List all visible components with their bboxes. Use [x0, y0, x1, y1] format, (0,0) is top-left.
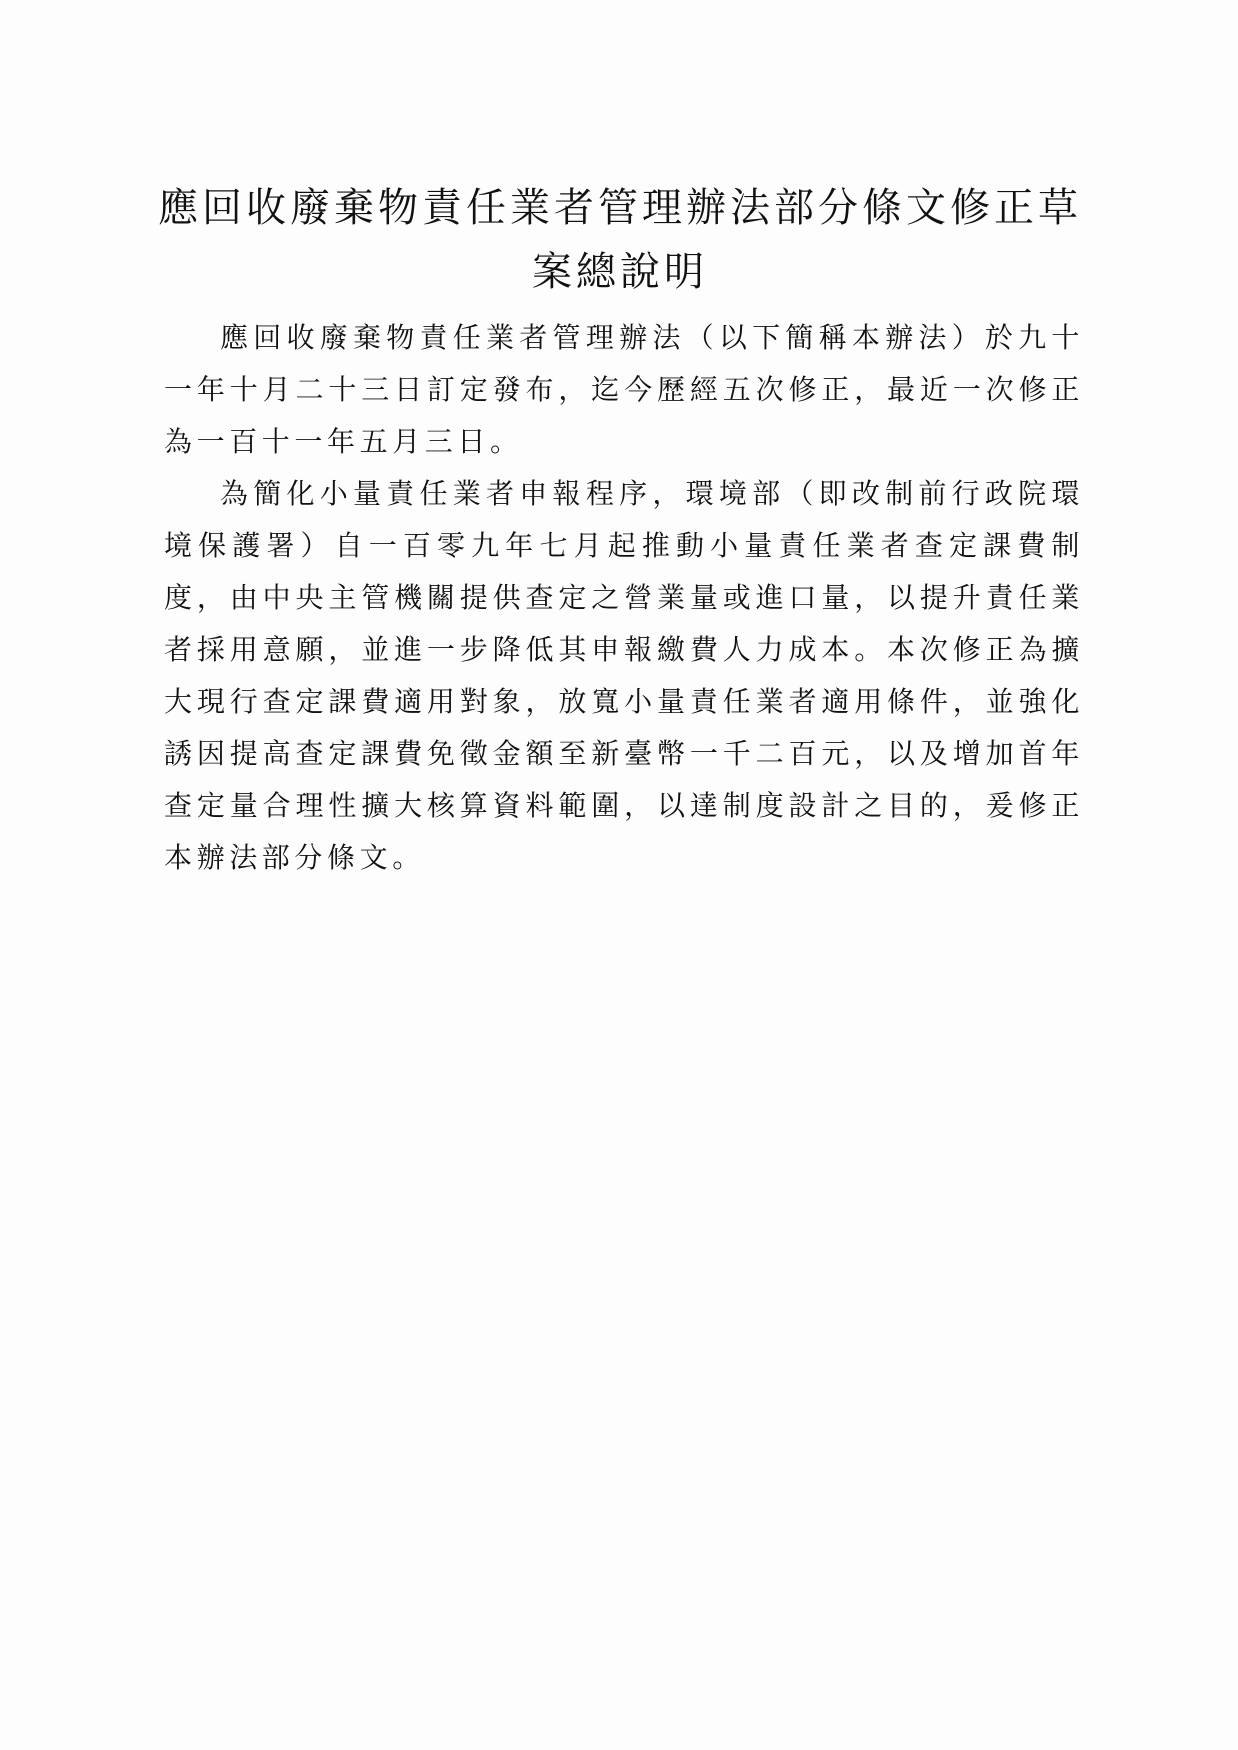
paragraph-purpose: 為簡化小量責任業者申報程序，環境部（即改制前行政院環境保護署）自一百零九年七月起推動小量責任業者查定課費制度，由中央主管機關提供查定之營業量或進口量，以提升責任業者採用意願，並進一步降低其申報繳費人力成本。本次修正為擴大現行查定課費適用對象，放寬小量責任業者適用條件，並強化誘因提高查定課費免徵金額至新臺幣一千二百元，以及增加首年查定量合理性擴大核算資料範圍，以達制度設計之目的，爰修正本辦法部分條文。	[164, 477, 1084, 874]
document-title-line-2: 案總說明	[532, 249, 708, 295]
document-body	[164, 312, 1084, 884]
document-title-line-1: 應回收廢棄物責任業者管理辦法部分條文修正草	[158, 185, 1082, 231]
document-title	[150, 176, 1090, 304]
paragraph-history: 應回收廢棄物責任業者管理辦法（以下簡稱本辦法）於九十一年十月二十三日訂定發布，迄今歷經五次修正，最近一次修正為一百十一年五月三日。	[164, 321, 1084, 458]
